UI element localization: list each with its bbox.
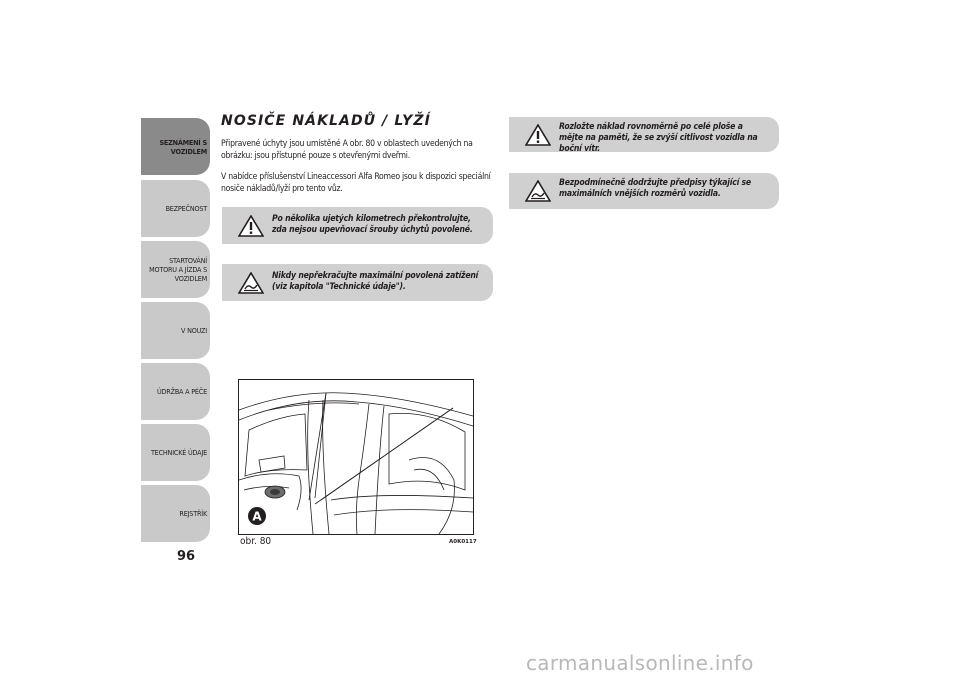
warning-triangle-icon — [238, 215, 264, 237]
warning-text-1: Po několika ujetých kilometrech překontrolujte, zda nejsou upevňovací šrouby úchytů povolené. — [272, 214, 473, 235]
tab-rejstrik[interactable]: REJSTŘÍK — [141, 485, 210, 542]
tab-seznameni-s-vozidlem[interactable]: SEZNÁMENÍ S VOZIDLEM — [141, 118, 210, 175]
warning-box-2 — [222, 264, 493, 301]
warning-box-3 — [509, 117, 779, 152]
environment-warning-icon — [525, 180, 551, 202]
tab-technicke-udaje[interactable]: TECHNICKÉ ÚDAJE — [141, 424, 210, 481]
figure-roof-rack-mounts — [238, 379, 474, 535]
car-interior-illustration — [239, 380, 473, 534]
warning-box-1 — [222, 207, 493, 244]
page-number: 96 — [177, 549, 196, 564]
warning-text-3: Rozložte náklad rovnoměrně po celé ploše a mějte na paměti, že se zvýší citlivost vozidla na boční vítr. — [559, 122, 758, 154]
tab-udrzba-a-pece[interactable]: ÚDRŽBA A PÉČE — [141, 363, 210, 420]
environment-warning-icon — [238, 272, 264, 294]
tab-startovani-motoru[interactable]: STARTOVÁNÍ MOTORU A JÍZDA S VOZIDLEM — [141, 241, 210, 298]
paragraph-1: Připravené úchyty jsou umístěné A obr. 80 v oblastech uvedených na obrázku: jsou přístupné pouze s otevřenými dveřmi. — [221, 139, 473, 161]
warning-box-4 — [509, 173, 779, 209]
figure-caption: obr. 80 — [240, 536, 272, 547]
tab-bezpecnost[interactable]: BEZPEČNOST — [141, 180, 210, 237]
figure-code: A0K0117 — [449, 539, 477, 545]
warning-triangle-icon — [525, 124, 551, 146]
callout-a-label: A — [252, 509, 262, 524]
warning-text-2: Nikdy nepřekračujte maximální povolená zatížení (viz kapitola "Technické údaje"). — [272, 271, 479, 292]
watermark: carmanualsonline.info — [526, 651, 754, 675]
section-title: NOSIČE NÁKLADŮ / LYŽÍ — [221, 113, 431, 129]
paragraph-2: V nabídce příslušenství Lineaccessori Alfa Romeo jsou k dispozici speciální nosiče nákladů/lyží pro tento vůz. — [221, 172, 491, 194]
tab-v-nouzi[interactable]: V NOUZI — [141, 302, 210, 359]
warning-text-4: Bezpodmínečně dodržujte předpisy týkající se maximálních vnějších rozměrů vozidla. — [559, 178, 751, 199]
